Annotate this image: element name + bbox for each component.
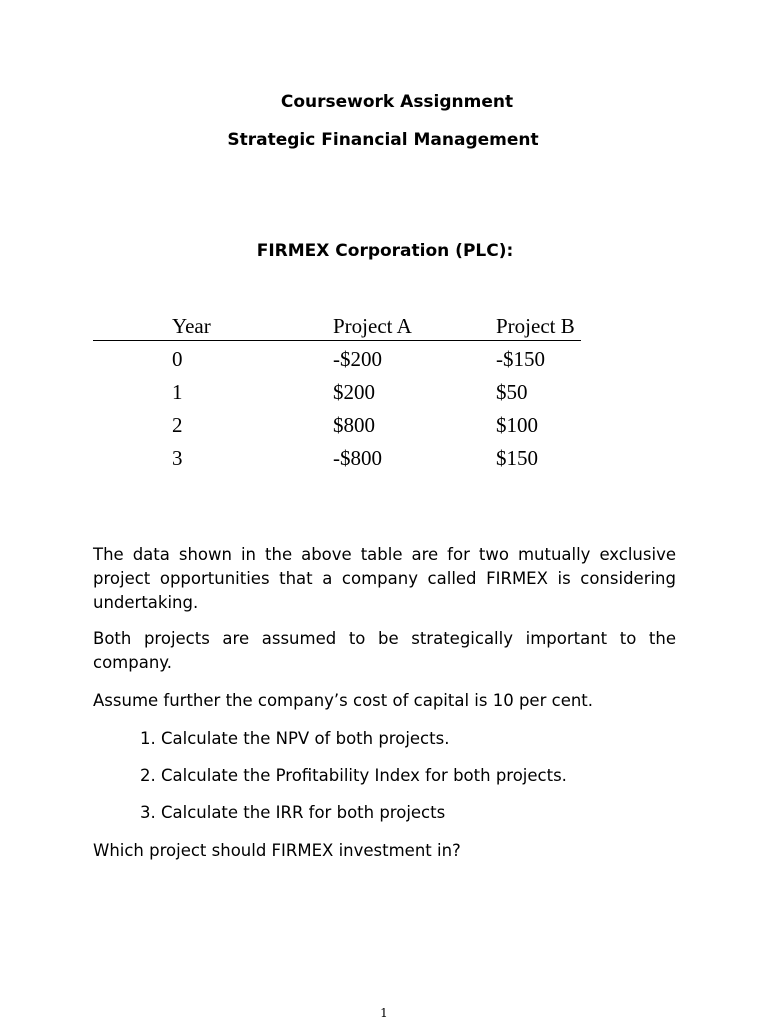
- table-cell: $150: [496, 446, 538, 470]
- table-cell: 3: [172, 446, 183, 470]
- paragraph-strategic: Both projects are assumed to be strategically important to the company.: [93, 629, 676, 672]
- paragraph-cost-of-capital: Assume further the company’s cost of capital is 10 per cent.: [93, 691, 594, 710]
- list-item: 2. Calculate the Profitability Index for both projects.: [140, 766, 567, 785]
- table-cell: 1: [172, 380, 183, 404]
- table-header-rule: [93, 340, 581, 341]
- table-header-project-a: Project A: [333, 314, 412, 338]
- paragraph-intro: The data shown in the above table are for two mutually exclusive project opportunities that a company called FIRMEX is considering undertaking.: [93, 545, 676, 612]
- table-cell: $100: [496, 413, 538, 437]
- table-cell: $800: [333, 413, 375, 437]
- page-number: 1: [380, 1006, 388, 1020]
- table-cell: $200: [333, 380, 375, 404]
- table-header-year: Year: [172, 314, 211, 338]
- paragraph-question: Which project should FIRMEX investment in?: [93, 841, 461, 860]
- list-item: 3. Calculate the IRR for both projects: [140, 803, 446, 822]
- table-cell: -$200: [333, 347, 382, 371]
- document-title: Coursework Assignment: [280, 92, 514, 112]
- table-cell: -$150: [496, 347, 545, 371]
- table-cell: 2: [172, 413, 183, 437]
- table-cell: $50: [496, 380, 528, 404]
- table-cell: 0: [172, 347, 183, 371]
- company-heading: FIRMEX Corporation (PLC):: [256, 241, 514, 261]
- table-header-project-b: Project B: [496, 314, 575, 338]
- list-item: 1. Calculate the NPV of both projects.: [140, 729, 450, 748]
- table-cell: -$800: [333, 446, 382, 470]
- document-subtitle: Strategic Financial Management: [227, 130, 539, 150]
